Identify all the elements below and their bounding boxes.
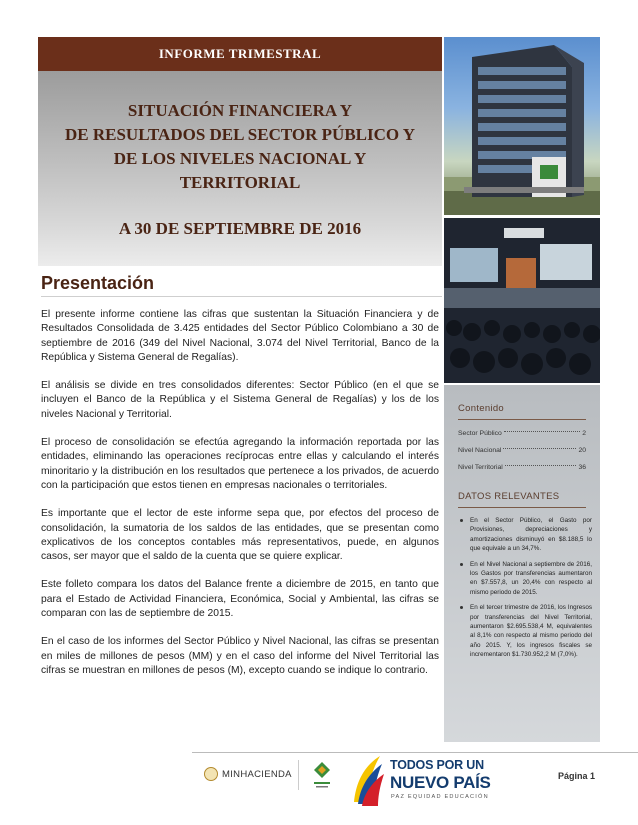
key-data-item: En el Nivel Nacional a septiembre de 2016, los Gastos por transferencias aumentaron en $7.557,8, un 20,4% con respecto al mismo periodo de 2015. [458,560,592,598]
body-paragraph: El proceso de consolidación se efectúa agregando la información reportada por las entidades, eliminando las operaciones recíprocas entre ellas y calculando el interés minoritario y la distribución en los resultados que pertenece a los privados, de acuerdo con la participación que estos tienen en empresas nacionales o territoriales. [41,437,439,491]
toc-item-label: Sector Público [458,430,502,437]
report-type-band [38,37,442,71]
key-data-list [458,516,592,666]
toc-leader [504,431,580,432]
report-title [38,99,442,195]
toc-item[interactable] [458,425,586,442]
building-photo [444,37,600,215]
minhacienda-logo [204,767,292,781]
contents-heading: Contenido [458,403,505,414]
slogan-tagline: PAZ EQUIDAD EDUCACIÓN [391,794,489,800]
slogan-line-2: NUEVO PAÍS [390,773,491,792]
section-divider [41,296,442,297]
toc-item-label: Nivel Nacional [458,447,502,454]
coat-of-arms-icon [204,767,218,781]
report-date: A 30 DE SEPTIEMBRE DE 2016 [118,219,362,238]
body-paragraph: El análisis se divide en tres consolidados diferentes: Sector Público (en el que se incluyen el Banco de la República y el Sistema General de Regalías) y los de los niveles Nacional y Territorial. [41,380,439,420]
toc-item-page: 2 [582,430,586,437]
section-title: Presentación [41,273,155,293]
key-data-heading: DATOS RELEVANTES [458,491,560,502]
toc-item-label: Nivel Territorial [458,464,503,471]
contaduria-logo-icon [312,760,332,790]
event-illustration [444,218,600,383]
minhacienda-wordmark: MINHACIENDA [222,768,292,780]
toc-leader [503,448,576,449]
building-illustration [444,37,600,215]
report-title-line: DE LOS NIVELES NACIONAL Y [113,149,367,168]
title-block [38,71,442,266]
body-paragraph: Es importante que el lector de este informe sepa que, por efectos del proceso de consolidación, la sumatoria de los saldos de las entidades, que se presentan como explicativos de los conceptos contables más representativos, puede, en algunos casos, ser mayor que el saldo de la cuenta que se quiere explicar. [41,508,439,563]
toc-item[interactable] [458,459,586,476]
body-paragraph: Este folleto compara los datos del Balance frente a diciembre de 2015, en tanto que para el Estado de Actividad Financiera, Económica, Social y Ambiental, las cifras se comparan con las de septiembre de 2015. [41,579,439,620]
sidebar [444,385,600,742]
toc-leader [505,465,577,466]
event-photo [444,218,600,383]
presentation-body [41,308,439,692]
slogan-line-1: TODOS POR UN [390,758,484,772]
toc-item[interactable] [458,442,586,459]
body-paragraph: El presente informe contiene las cifras que sustentan la Situación Financiera y de Resultados Consolidada de 3.425 entidades del Sector Público Colombiano a 30 de septiembre de 2016 (349 del Nivel Nacional, 3.074 del Nivel Territorial, Banco de la República y Sistema General de Regalías). [41,309,439,363]
report-type-label: INFORME TRIMESTRAL [158,46,322,61]
key-data-item: En el Sector Público, el Gasto por Provisiones, depreciaciones y amortizaciones disminuyó en $8.188,5 lo que equivale a un 34,7%. [458,516,592,554]
logo-divider [298,760,299,790]
body-paragraph: En el caso de los informes del Sector Público y Nivel Nacional, las cifras se presentan en miles de millones de pesos (MM) y en el caso del informe del Nivel Territorial las cifras se muestran en millones de pesos (M), excepto cuando se indique lo contrario. [41,636,439,676]
page-number: Página 1 [558,771,596,781]
toc-item-page: 20 [578,447,586,454]
table-of-contents [458,425,586,476]
flag-swoosh-icon [350,752,386,810]
report-title-line: DE RESULTADOS DEL SECTOR PÚBLICO Y [64,125,416,144]
report-title-line: SITUACIÓN FINANCIERA Y [127,101,353,120]
todos-por-un-nuevo-pais-logo [350,752,500,810]
report-title-line: TERRITORIAL [179,173,301,192]
key-data-item: En el tercer trimestre de 2016, los Ingresos por transferencias del Nivel Territorial, aumentaron $2.695.538,4 M, equivalentes al 8,1% con respecto al mismo periodo del año 2015. Y, los ingresos fiscales se incrementaron $1.730.952,2 M (7,0%). [458,603,592,659]
toc-item-page: 36 [578,464,586,471]
